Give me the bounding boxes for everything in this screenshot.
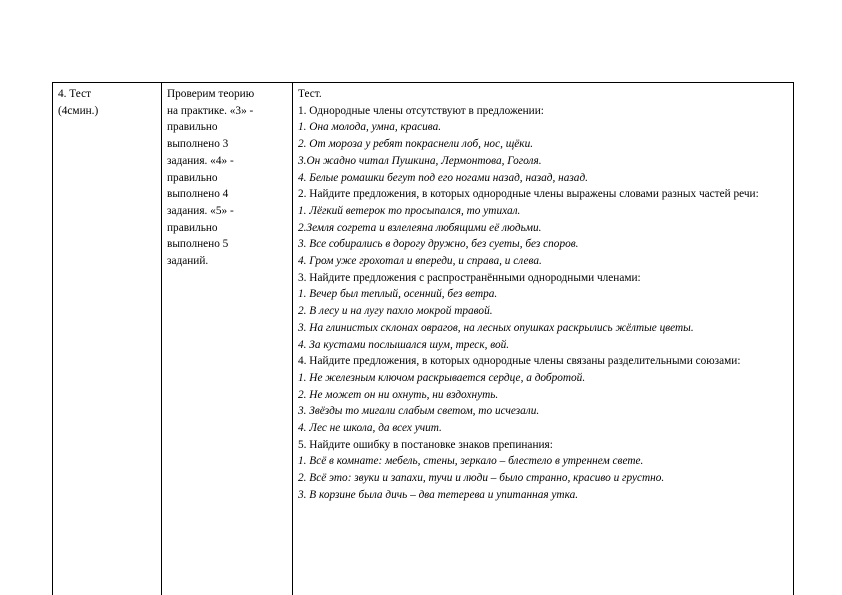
grading-line: на практике. «3» -: [167, 104, 254, 117]
stage-title: 4. Тест: [58, 88, 92, 100]
grading-line: выполнено 5: [167, 238, 229, 251]
answer-option: 4. Лес не школа, да всех учит.: [298, 422, 442, 435]
question-3: 3. Найдите предложения с распространёнными однородными членами:: [298, 271, 641, 284]
answer-option: 4. За кустами послышался шум, треск, вой.: [298, 338, 510, 351]
test-title: Тест.: [298, 88, 322, 100]
stage-duration: (4смин.): [58, 104, 99, 117]
answer-option: 1. Вечер был теплый, осенний, без ветра.: [298, 288, 498, 301]
answer-option: 2. В лесу и на лугу пахло мокрой травой.: [298, 305, 493, 318]
grading-line: заданий.: [167, 255, 209, 268]
answer-option: 2.Земля согрета и взлелеяна любящими её людьми.: [298, 221, 542, 234]
grading-line: задания. «4» -: [167, 154, 234, 167]
test-cell: [293, 83, 794, 595]
question-2: 2. Найдите предложения, в которых однородные члены выражены словами разных частей речи:: [298, 188, 759, 201]
answer-option: 1. Всё в комнате: мебель, стены, зеркало – блестело в утреннем свете.: [298, 455, 644, 468]
grading-line: задания. «5» -: [167, 204, 234, 217]
table-row: [53, 83, 794, 595]
answer-option: 1. Лёгкий ветерок то просыпался, то утихал.: [298, 204, 521, 217]
answer-option: 4. Белые ромашки бегут под его ногами назад, назад, назад.: [298, 171, 588, 184]
answer-option: 3. На глинистых склонах оврагов, на лесных опушках раскрылись жёлтые цветы.: [298, 321, 694, 334]
answer-option: 3. Все собирались в дорогу дружно, без суеты, без споров.: [298, 238, 579, 251]
answer-option: 3. Звёзды то мигали слабым светом, то исчезали.: [298, 405, 540, 418]
answer-option: 2. Всё это: звуки и запахи, тучи и люди – было странно, красиво и грустно.: [298, 472, 665, 485]
answer-option: 1. Не железным ключом раскрывается сердце, а добротой.: [298, 371, 586, 384]
grading-line: правильно: [167, 171, 218, 184]
grading-line: правильно: [167, 121, 218, 134]
grading-line: правильно: [167, 221, 218, 234]
answer-option: 2. От мороза у ребят покраснели лоб, нос, щёки.: [298, 138, 534, 151]
grading-line: выполнено 4: [167, 188, 229, 201]
answer-option: 1. Она молода, умна, красива.: [298, 121, 442, 134]
stage-cell: [53, 83, 162, 595]
lesson-table: [52, 82, 794, 595]
question-4: 4. Найдите предложения, в которых однородные члены связаны разделительными союзами:: [298, 355, 741, 368]
grading-cell: [162, 83, 293, 595]
answer-option: 4. Гром уже грохотал и впереди, и справа, и слева.: [298, 255, 542, 268]
answer-option: 3.Он жадно читал Пушкина, Лермонтова, Гоголя.: [298, 154, 542, 167]
answer-option: 2. Не может он ни охнуть, ни вздохнуть.: [298, 388, 499, 401]
question-5: 5. Найдите ошибку в постановке знаков препинания:: [298, 438, 553, 451]
answer-option: 3. В корзине была дичь – два тетерева и упитанная утка.: [298, 488, 579, 501]
question-1: 1. Однородные члены отсутствуют в предложении:: [298, 104, 544, 117]
grading-line: Проверим теорию: [167, 88, 255, 100]
grading-line: выполнено 3: [167, 138, 229, 151]
